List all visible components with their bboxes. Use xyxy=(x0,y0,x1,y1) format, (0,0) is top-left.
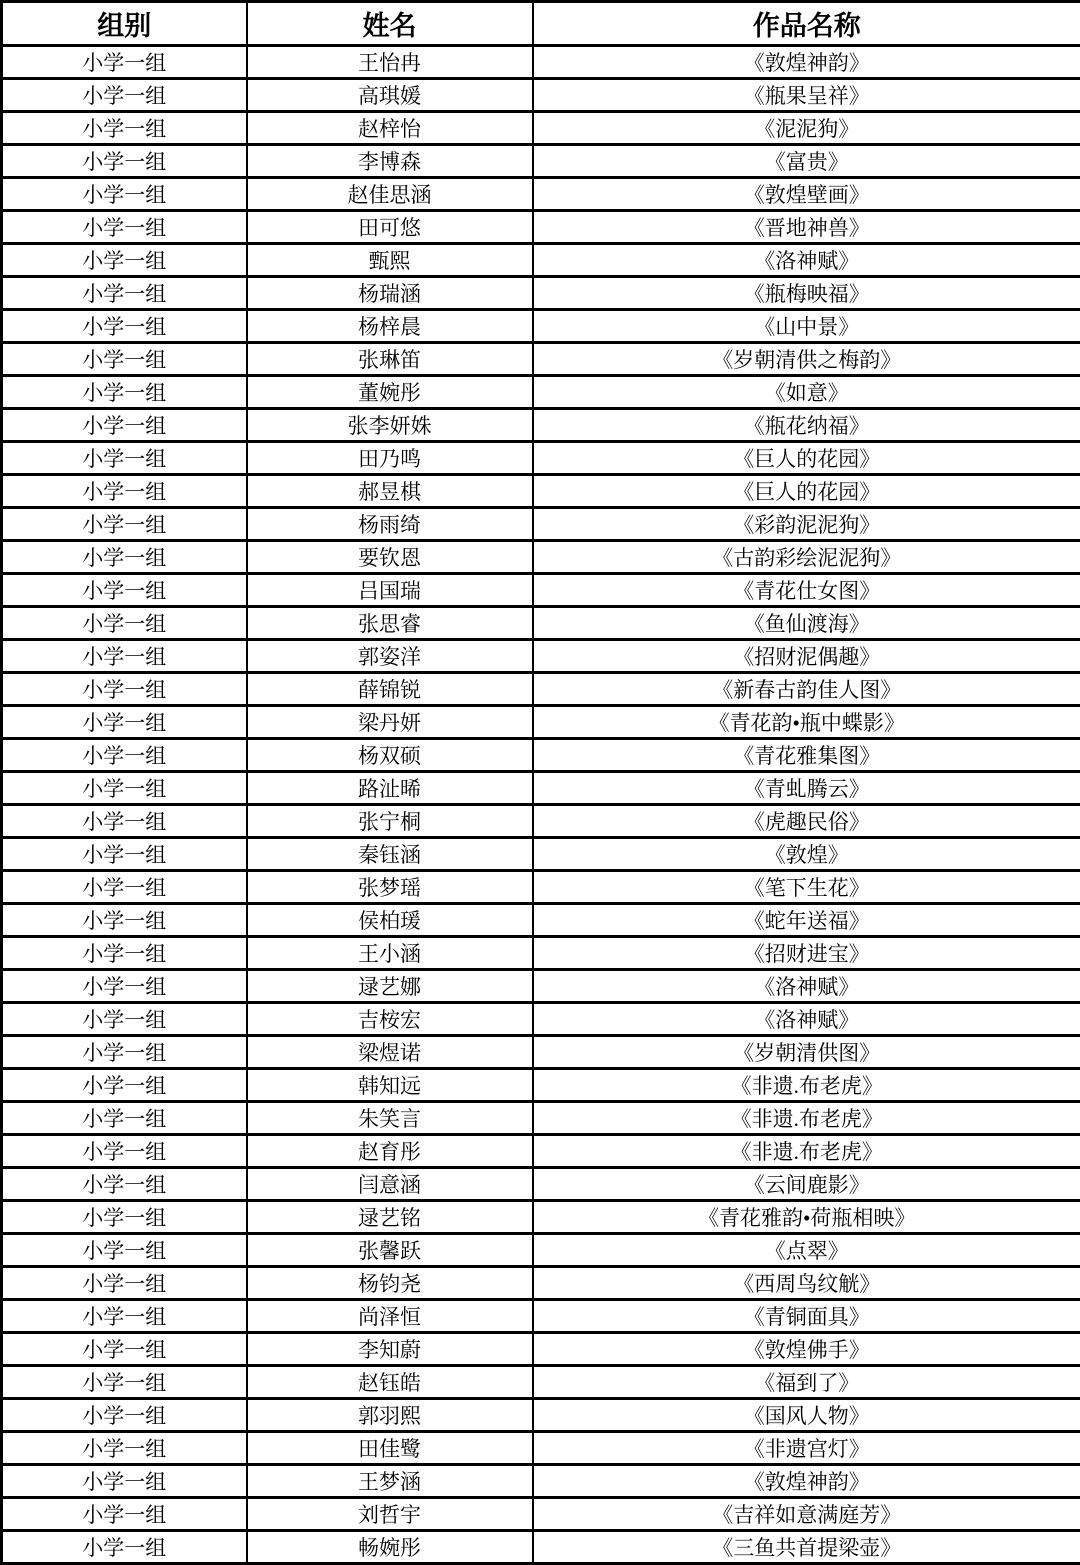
table-row xyxy=(2,1135,1080,1168)
table-row xyxy=(2,1300,1080,1333)
table-row xyxy=(2,1465,1080,1498)
cell-work-title: 《青花雅集图》 xyxy=(533,739,1080,772)
cell-group: 小学一组 xyxy=(2,1465,247,1498)
table-row xyxy=(2,244,1080,277)
table-row xyxy=(2,970,1080,1003)
table-row xyxy=(2,1003,1080,1036)
cell-work-title: 《瓶花纳福》 xyxy=(533,409,1080,442)
cell-group: 小学一组 xyxy=(2,739,247,772)
cell-name: 张李妍姝 xyxy=(247,409,533,442)
cell-work-title: 《洛神赋》 xyxy=(533,244,1080,277)
cell-group: 小学一组 xyxy=(2,871,247,904)
cell-group: 小学一组 xyxy=(2,1300,247,1333)
cell-group: 小学一组 xyxy=(2,1234,247,1267)
cell-group: 小学一组 xyxy=(2,79,247,112)
cell-name: 董婉彤 xyxy=(247,376,533,409)
cell-work-title: 《点翠》 xyxy=(533,1234,1080,1267)
cell-group: 小学一组 xyxy=(2,1531,247,1564)
cell-name: 刘哲宇 xyxy=(247,1498,533,1531)
table-row xyxy=(2,1432,1080,1465)
cell-work-title: 《瓶梅映福》 xyxy=(533,277,1080,310)
cell-group: 小学一组 xyxy=(2,1333,247,1366)
table-row xyxy=(2,508,1080,541)
cell-work-title: 《非遗.布老虎》 xyxy=(533,1135,1080,1168)
cell-name: 郭羽熙 xyxy=(247,1399,533,1432)
table-row xyxy=(2,838,1080,871)
cell-name: 赵佳思涵 xyxy=(247,178,533,211)
cell-name: 薛锦锐 xyxy=(247,673,533,706)
cell-work-title: 《敦煌壁画》 xyxy=(533,178,1080,211)
cell-group: 小学一组 xyxy=(2,838,247,871)
cell-name: 甄熙 xyxy=(247,244,533,277)
cell-name: 杨瑞涵 xyxy=(247,277,533,310)
cell-group: 小学一组 xyxy=(2,1366,247,1399)
cell-work-title: 《国风人物》 xyxy=(533,1399,1080,1432)
table-row xyxy=(2,1531,1080,1564)
cell-group: 小学一组 xyxy=(2,673,247,706)
table-row xyxy=(2,1366,1080,1399)
cell-name: 梁煜诺 xyxy=(247,1036,533,1069)
cell-group: 小学一组 xyxy=(2,1432,247,1465)
cell-group: 小学一组 xyxy=(2,607,247,640)
table-row xyxy=(2,1069,1080,1102)
table-row xyxy=(2,79,1080,112)
table-row xyxy=(2,904,1080,937)
cell-work-title: 《非遗.布老虎》 xyxy=(533,1102,1080,1135)
cell-work-title: 《巨人的花园》 xyxy=(533,475,1080,508)
header-work-title: 作品名称 xyxy=(533,2,1080,46)
cell-work-title: 《洛神赋》 xyxy=(533,970,1080,1003)
cell-group: 小学一组 xyxy=(2,706,247,739)
cell-work-title: 《岁朝清供之梅韵》 xyxy=(533,343,1080,376)
table-row xyxy=(2,673,1080,706)
cell-group: 小学一组 xyxy=(2,1102,247,1135)
cell-name: 赵梓怡 xyxy=(247,112,533,145)
cell-name: 李知蔚 xyxy=(247,1333,533,1366)
cell-work-title: 《山中景》 xyxy=(533,310,1080,343)
cell-name: 朱笑言 xyxy=(247,1102,533,1135)
cell-group: 小学一组 xyxy=(2,475,247,508)
cell-group: 小学一组 xyxy=(2,376,247,409)
cell-work-title: 《青花雅韵•荷瓶相映》 xyxy=(533,1201,1080,1234)
cell-name: 杨钧尧 xyxy=(247,1267,533,1300)
table-row xyxy=(2,475,1080,508)
cell-name: 逯艺娜 xyxy=(247,970,533,1003)
table-row xyxy=(2,1102,1080,1135)
cell-group: 小学一组 xyxy=(2,343,247,376)
cell-work-title: 《富贵》 xyxy=(533,145,1080,178)
cell-work-title: 《洛神赋》 xyxy=(533,1003,1080,1036)
cell-group: 小学一组 xyxy=(2,541,247,574)
table-row xyxy=(2,1036,1080,1069)
cell-work-title: 《青花韵•瓶中蝶影》 xyxy=(533,706,1080,739)
table-row xyxy=(2,1498,1080,1531)
table-row xyxy=(2,805,1080,838)
table-row xyxy=(2,607,1080,640)
cell-name: 田乃鸣 xyxy=(247,442,533,475)
cell-name: 张梦瑶 xyxy=(247,871,533,904)
table-row xyxy=(2,409,1080,442)
cell-name: 李博森 xyxy=(247,145,533,178)
table-body xyxy=(2,46,1080,1564)
cell-group: 小学一组 xyxy=(2,310,247,343)
cell-group: 小学一组 xyxy=(2,277,247,310)
cell-name: 逯艺铭 xyxy=(247,1201,533,1234)
cell-name: 张宁桐 xyxy=(247,805,533,838)
cell-work-title: 《鱼仙渡海》 xyxy=(533,607,1080,640)
cell-work-title: 《笔下生花》 xyxy=(533,871,1080,904)
cell-work-title: 《敦煌神韵》 xyxy=(533,1465,1080,1498)
cell-group: 小学一组 xyxy=(2,1003,247,1036)
cell-name: 梁丹妍 xyxy=(247,706,533,739)
cell-work-title: 《虎趣民俗》 xyxy=(533,805,1080,838)
cell-work-title: 《蛇年送福》 xyxy=(533,904,1080,937)
cell-group: 小学一组 xyxy=(2,112,247,145)
cell-work-title: 《福到了》 xyxy=(533,1366,1080,1399)
table-row xyxy=(2,1234,1080,1267)
cell-work-title: 《如意》 xyxy=(533,376,1080,409)
table-row xyxy=(2,442,1080,475)
table-row xyxy=(2,376,1080,409)
cell-name: 王怡冉 xyxy=(247,46,533,79)
table-row xyxy=(2,145,1080,178)
header-group: 组别 xyxy=(2,2,247,46)
cell-work-title: 《古韵彩绘泥泥狗》 xyxy=(533,541,1080,574)
cell-name: 张思睿 xyxy=(247,607,533,640)
cell-name: 杨梓晨 xyxy=(247,310,533,343)
cell-group: 小学一组 xyxy=(2,1069,247,1102)
table-row xyxy=(2,211,1080,244)
cell-work-title: 《青铜面具》 xyxy=(533,1300,1080,1333)
cell-name: 路沚晞 xyxy=(247,772,533,805)
table-row xyxy=(2,706,1080,739)
table-row xyxy=(2,1267,1080,1300)
cell-group: 小学一组 xyxy=(2,1399,247,1432)
cell-group: 小学一组 xyxy=(2,904,247,937)
cell-work-title: 《云间鹿影》 xyxy=(533,1168,1080,1201)
table-row xyxy=(2,46,1080,79)
cell-work-title: 《泥泥狗》 xyxy=(533,112,1080,145)
cell-name: 闫意涵 xyxy=(247,1168,533,1201)
cell-work-title: 《非遗宫灯》 xyxy=(533,1432,1080,1465)
cell-group: 小学一组 xyxy=(2,145,247,178)
cell-name: 高琪媛 xyxy=(247,79,533,112)
cell-group: 小学一组 xyxy=(2,211,247,244)
cell-group: 小学一组 xyxy=(2,1135,247,1168)
cell-work-title: 《新春古韵佳人图》 xyxy=(533,673,1080,706)
table-row xyxy=(2,871,1080,904)
cell-work-title: 《非遗.布老虎》 xyxy=(533,1069,1080,1102)
cell-work-title: 《西周鸟纹觥》 xyxy=(533,1267,1080,1300)
cell-name: 要钦恩 xyxy=(247,541,533,574)
cell-work-title: 《岁朝清供图》 xyxy=(533,1036,1080,1069)
cell-group: 小学一组 xyxy=(2,970,247,1003)
cell-group: 小学一组 xyxy=(2,1036,247,1069)
cell-name: 王梦涵 xyxy=(247,1465,533,1498)
table-row xyxy=(2,541,1080,574)
table-row xyxy=(2,343,1080,376)
cell-name: 张馨跃 xyxy=(247,1234,533,1267)
cell-work-title: 《瓶果呈祥》 xyxy=(533,79,1080,112)
cell-work-title: 《敦煌神韵》 xyxy=(533,46,1080,79)
cell-work-title: 《敦煌佛手》 xyxy=(533,1333,1080,1366)
cell-work-title: 《青虬腾云》 xyxy=(533,772,1080,805)
table-row xyxy=(2,772,1080,805)
table-row xyxy=(2,310,1080,343)
table-header xyxy=(2,2,1080,46)
cell-name: 赵育彤 xyxy=(247,1135,533,1168)
cell-group: 小学一组 xyxy=(2,1168,247,1201)
cell-work-title: 《吉祥如意满庭芳》 xyxy=(533,1498,1080,1531)
cell-work-title: 《彩韵泥泥狗》 xyxy=(533,508,1080,541)
table-row xyxy=(2,1333,1080,1366)
cell-name: 赵钰皓 xyxy=(247,1366,533,1399)
cell-group: 小学一组 xyxy=(2,937,247,970)
table-row xyxy=(2,937,1080,970)
cell-group: 小学一组 xyxy=(2,1201,247,1234)
cell-name: 田可悠 xyxy=(247,211,533,244)
cell-group: 小学一组 xyxy=(2,805,247,838)
cell-work-title: 《三鱼共首提梁壶》 xyxy=(533,1531,1080,1564)
cell-group: 小学一组 xyxy=(2,1498,247,1531)
cell-work-title: 《敦煌》 xyxy=(533,838,1080,871)
cell-group: 小学一组 xyxy=(2,574,247,607)
cell-group: 小学一组 xyxy=(2,1267,247,1300)
cell-name: 田佳鹭 xyxy=(247,1432,533,1465)
table-row xyxy=(2,1168,1080,1201)
cell-name: 杨雨绮 xyxy=(247,508,533,541)
cell-name: 秦钰涵 xyxy=(247,838,533,871)
cell-name: 尚泽恒 xyxy=(247,1300,533,1333)
cell-name: 吕国瑞 xyxy=(247,574,533,607)
cell-name: 韩知远 xyxy=(247,1069,533,1102)
cell-name: 侯柏瑗 xyxy=(247,904,533,937)
table-row xyxy=(2,574,1080,607)
table-row xyxy=(2,178,1080,211)
cell-name: 王小涵 xyxy=(247,937,533,970)
table-row xyxy=(2,277,1080,310)
cell-name: 郝昱棋 xyxy=(247,475,533,508)
cell-group: 小学一组 xyxy=(2,508,247,541)
cell-group: 小学一组 xyxy=(2,442,247,475)
cell-work-title: 《青花仕女图》 xyxy=(533,574,1080,607)
cell-name: 杨双硕 xyxy=(247,739,533,772)
table-row xyxy=(2,1201,1080,1234)
cell-name: 郭姿洋 xyxy=(247,640,533,673)
cell-work-title: 《巨人的花园》 xyxy=(533,442,1080,475)
cell-name: 畅婉彤 xyxy=(247,1531,533,1564)
header-row xyxy=(2,2,1080,46)
cell-group: 小学一组 xyxy=(2,640,247,673)
cell-work-title: 《招财进宝》 xyxy=(533,937,1080,970)
table-row xyxy=(2,739,1080,772)
cell-work-title: 《招财泥偶趣》 xyxy=(533,640,1080,673)
cell-work-title: 《晋地神兽》 xyxy=(533,211,1080,244)
table-row xyxy=(2,640,1080,673)
table-row xyxy=(2,1399,1080,1432)
cell-group: 小学一组 xyxy=(2,46,247,79)
cell-group: 小学一组 xyxy=(2,409,247,442)
cell-group: 小学一组 xyxy=(2,178,247,211)
cell-name: 张琳笛 xyxy=(247,343,533,376)
cell-group: 小学一组 xyxy=(2,244,247,277)
table-row xyxy=(2,112,1080,145)
header-name: 姓名 xyxy=(247,2,533,46)
cell-group: 小学一组 xyxy=(2,772,247,805)
cell-name: 吉桉宏 xyxy=(247,1003,533,1036)
